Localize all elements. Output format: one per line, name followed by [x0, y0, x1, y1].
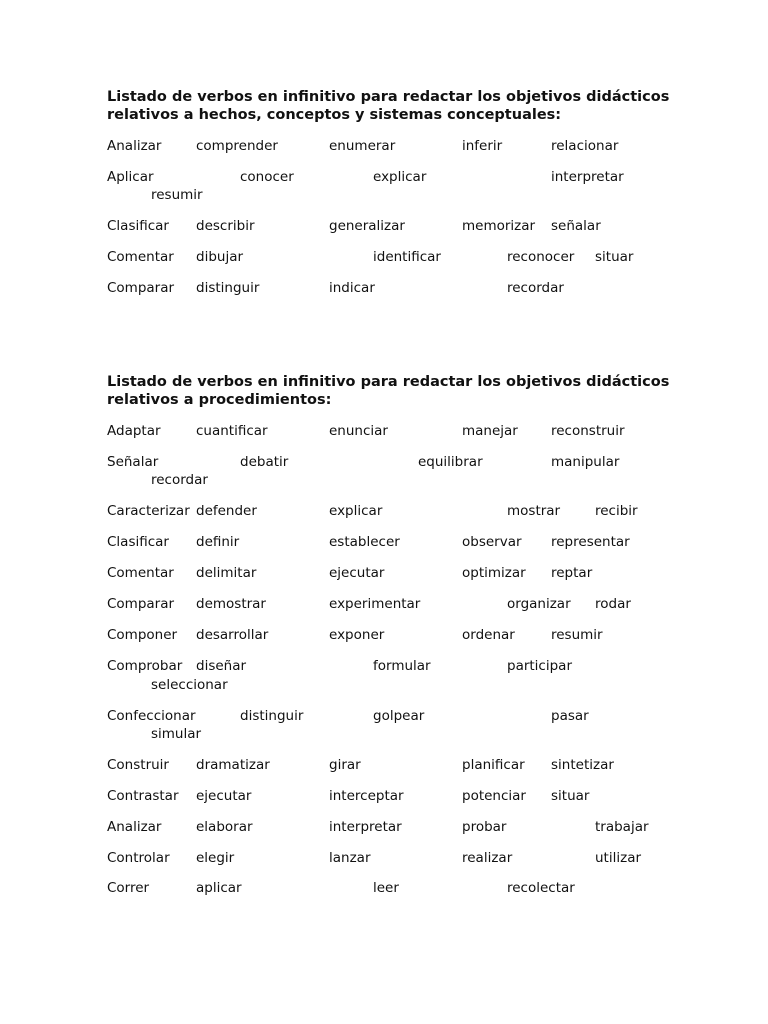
verb: interceptar — [329, 788, 404, 804]
verb: reconstruir — [551, 423, 625, 439]
verb: Comparar — [107, 280, 175, 296]
verb: Comentar — [107, 249, 174, 265]
verb: organizar — [507, 596, 571, 612]
verb: probar — [462, 819, 507, 835]
verb: Adaptar — [107, 423, 161, 439]
verb: conocer — [240, 169, 294, 185]
verb-row — [0, 879, 768, 897]
verb: Correr — [107, 880, 150, 896]
verb-row — [0, 818, 768, 836]
verb: situar — [595, 249, 634, 265]
verb-row-wrap — [0, 186, 768, 204]
verb: girar — [329, 757, 361, 773]
verb: interpretar — [329, 819, 402, 835]
verb: trabajar — [595, 819, 649, 835]
verb: experimentar — [329, 596, 421, 612]
verb: resumir — [551, 627, 603, 643]
verb: describir — [196, 218, 255, 234]
section-2-heading — [107, 373, 687, 409]
verb-row-wrap — [0, 676, 768, 694]
verb: inferir — [462, 138, 503, 154]
verb: memorizar — [462, 218, 536, 234]
verb: diseñar — [196, 658, 247, 674]
verb-row — [0, 849, 768, 867]
verb: Controlar — [107, 850, 170, 866]
section-1-heading-line-1: Listado de verbos en infinitivo para redactar los objetivos didácticos — [107, 89, 670, 105]
verb: rodar — [595, 596, 631, 612]
verb: explicar — [329, 503, 383, 519]
verb-row — [0, 168, 768, 186]
section-2-heading-line-2: relativos a procedimientos: — [107, 392, 332, 408]
verb: debatir — [240, 454, 289, 470]
verb-row — [0, 137, 768, 155]
verb: recibir — [595, 503, 638, 519]
section-1-heading — [107, 88, 687, 124]
verb-row — [0, 564, 768, 582]
verb: enunciar — [329, 423, 388, 439]
verb: observar — [462, 534, 522, 550]
verb: Comentar — [107, 565, 174, 581]
verb: generalizar — [329, 218, 405, 234]
verb-row — [0, 787, 768, 805]
verb: lanzar — [329, 850, 371, 866]
verb: golpear — [373, 708, 425, 724]
verb-row — [0, 502, 768, 520]
verb: participar — [507, 658, 573, 674]
verb: equilibrar — [418, 454, 483, 470]
verb: elaborar — [196, 819, 253, 835]
verb-row-wrap — [0, 471, 768, 489]
verb: Comparar — [107, 596, 175, 612]
verb-row — [0, 533, 768, 551]
verb: Clasificar — [107, 534, 169, 550]
verb: demostrar — [196, 596, 266, 612]
verb: defender — [196, 503, 257, 519]
verb: aplicar — [196, 880, 242, 896]
verb: realizar — [462, 850, 513, 866]
verb-row — [0, 279, 768, 297]
verb: utilizar — [595, 850, 642, 866]
verb: Comprobar — [107, 658, 183, 674]
verb: definir — [196, 534, 240, 550]
verb: comprender — [196, 138, 278, 154]
section-2-heading-line-1: Listado de verbos en infinitivo para redactar los objetivos didácticos — [107, 374, 670, 390]
verb: sintetizar — [551, 757, 614, 773]
verb: ejecutar — [329, 565, 385, 581]
verb: elegir — [196, 850, 235, 866]
verb: distinguir — [196, 280, 260, 296]
verb: establecer — [329, 534, 400, 550]
verb: identificar — [373, 249, 441, 265]
verb-row — [0, 422, 768, 440]
verb: reconocer — [507, 249, 575, 265]
verb-row — [0, 707, 768, 725]
verb: seleccionar — [151, 677, 228, 693]
verb: ordenar — [462, 627, 515, 643]
verb: manejar — [462, 423, 518, 439]
verb: leer — [373, 880, 399, 896]
verb: distinguir — [240, 708, 304, 724]
verb: dibujar — [196, 249, 244, 265]
verb: interpretar — [551, 169, 624, 185]
verb: situar — [551, 788, 590, 804]
verb: Clasificar — [107, 218, 169, 234]
verb: optimizar — [462, 565, 526, 581]
verb: Señalar — [107, 454, 159, 470]
verb: dramatizar — [196, 757, 270, 773]
verb: recordar — [507, 280, 564, 296]
verb: Analizar — [107, 138, 162, 154]
verb: representar — [551, 534, 630, 550]
verb-row — [0, 756, 768, 774]
verb: relacionar — [551, 138, 619, 154]
verb: enumerar — [329, 138, 396, 154]
verb-row — [0, 595, 768, 613]
verb: delimitar — [196, 565, 257, 581]
verb: Confeccionar — [107, 708, 196, 724]
verb: recolectar — [507, 880, 575, 896]
verb-row — [0, 248, 768, 266]
verb-row — [0, 217, 768, 235]
verb-row — [0, 657, 768, 675]
verb: explicar — [373, 169, 427, 185]
verb: Contrastar — [107, 788, 179, 804]
verb: cuantificar — [196, 423, 268, 439]
verb: resumir — [151, 187, 203, 203]
verb: pasar — [551, 708, 589, 724]
verb: exponer — [329, 627, 385, 643]
verb: simular — [151, 726, 202, 742]
verb: Construir — [107, 757, 169, 773]
verb: Analizar — [107, 819, 162, 835]
verb: indicar — [329, 280, 375, 296]
verb: formular — [373, 658, 431, 674]
verb-row — [0, 453, 768, 471]
verb: desarrollar — [196, 627, 269, 643]
verb: manipular — [551, 454, 620, 470]
verb: potenciar — [462, 788, 526, 804]
verb: mostrar — [507, 503, 561, 519]
verb: señalar — [551, 218, 601, 234]
verb: Caracterizar — [107, 503, 190, 519]
verb-row-wrap — [0, 725, 768, 743]
verb: Componer — [107, 627, 178, 643]
verb: Aplicar — [107, 169, 154, 185]
verb: reptar — [551, 565, 593, 581]
verb-row — [0, 626, 768, 644]
section-1-heading-line-2: relativos a hechos, conceptos y sistemas conceptuales: — [107, 107, 562, 123]
verb: recordar — [151, 472, 208, 488]
verb: planificar — [462, 757, 525, 773]
verb: ejecutar — [196, 788, 252, 804]
